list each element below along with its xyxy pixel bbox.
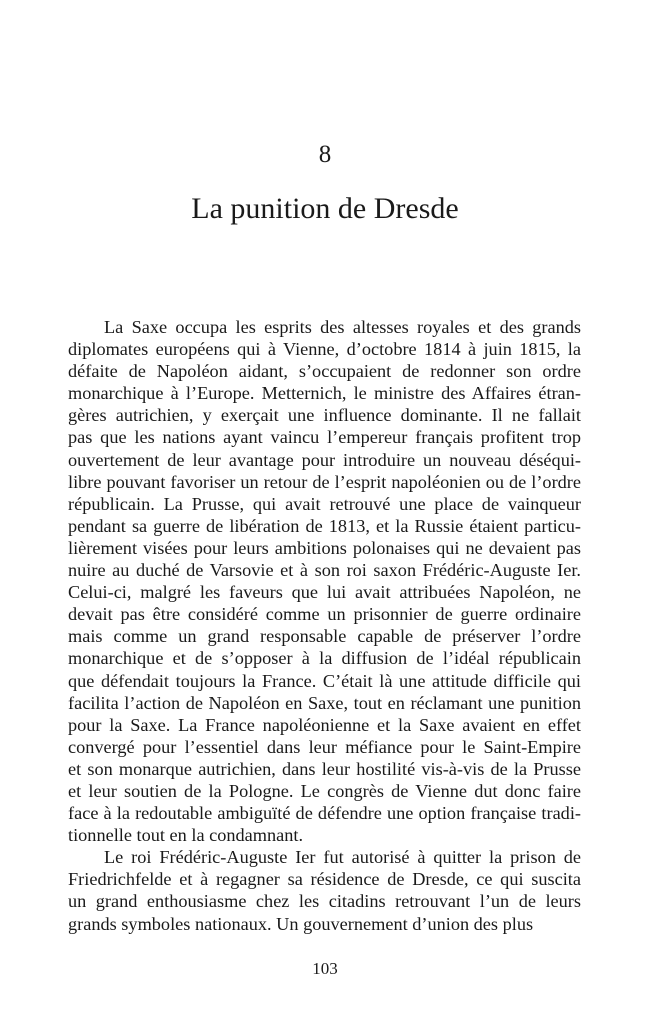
paragraph [68, 846, 581, 934]
text-line: ouvertement de leur avantage pour introduire un nouveau déséqui- [68, 449, 581, 470]
text-line: un grand enthousiasme chez les citadins retrouvant l’un de leurs [68, 891, 581, 912]
text-line: tionnelle tout en la condamnant. [68, 825, 304, 846]
text-line: monarchique à l’Europe. Metternich, le ministre des Affaires étran- [68, 383, 581, 404]
page-number: 103 [312, 959, 338, 978]
text-line: et leur soutien de la Pologne. Le congrès de Vienne dut donc faire [68, 780, 581, 801]
paragraph [68, 316, 581, 846]
body-text [68, 316, 581, 935]
text-line: devait pas être considéré comme un prisonnier de guerre ordinaire [68, 604, 581, 625]
text-line: facilita l’action de Napoléon en Saxe, tout en réclamant une punition [68, 692, 581, 713]
text-line: nuire au duché de Varsovie et à son roi saxon Frédéric-Auguste Ier. [68, 560, 581, 581]
text-line: La Saxe occupa les esprits des altesses royales et des grands [104, 317, 581, 337]
text-line: que défendait toujours la France. C’était là une attitude difficile qui [68, 670, 581, 691]
text-line: lièrement visées pour leurs ambitions polonaises qui ne devaient pas [68, 537, 581, 558]
text-line: libre pouvant favoriser un retour de l’esprit napoléonien ou de l’ordre [68, 471, 581, 492]
text-line: Celui-ci, malgré les faveurs que lui avait attribuées Napoléon, ne [68, 582, 581, 603]
text-line: Le roi Frédéric-Auguste Ier fut autorisé à quitter la prison de [104, 847, 581, 868]
text-line: convergé pour l’essentiel dans leur méfiance pour le Saint-Empire [68, 736, 581, 757]
text-line: et son monarque autrichien, dans leur hostilité vis-à-vis de la Prusse [68, 758, 581, 779]
text-line: mais comme un grand responsable capable de préserver l’ordre [68, 626, 581, 647]
text-line: pour la Saxe. La France napoléonienne et la Saxe avaient en effet [68, 714, 581, 735]
text-line: républicain. La Prusse, qui avait retrouvé une place de vainqueur [68, 493, 581, 514]
text-line: monarchique et de s’opposer à la diffusion de l’idéal républicain [68, 648, 581, 669]
chapter-title: La punition de Dresde [191, 192, 459, 225]
text-line: gères autrichien, y exerçait une influence dominante. Il ne fallait [68, 405, 581, 426]
text-line: défaite de Napoléon aidant, s’occupaient de redonner son ordre [68, 361, 581, 382]
text-line: pas que les nations ayant vaincu l’empereur français profitent trop [68, 427, 581, 448]
text-line: pendant sa guerre de libération de 1813, et la Russie étaient particu- [68, 515, 581, 536]
text-line: Friedrichfelde et à regagner sa résidence de Dresde, ce qui suscita [68, 869, 581, 890]
text-line: face à la redoutable ambiguïté de défendre une option française tradi- [68, 803, 581, 824]
chapter-number: 8 [318, 141, 332, 168]
text-line: diplomates européens qui à Vienne, d’octobre 1814 à juin 1815, la [68, 339, 581, 360]
text-line: grands symboles nationaux. Un gouvernement d’union des plus [68, 913, 534, 934]
